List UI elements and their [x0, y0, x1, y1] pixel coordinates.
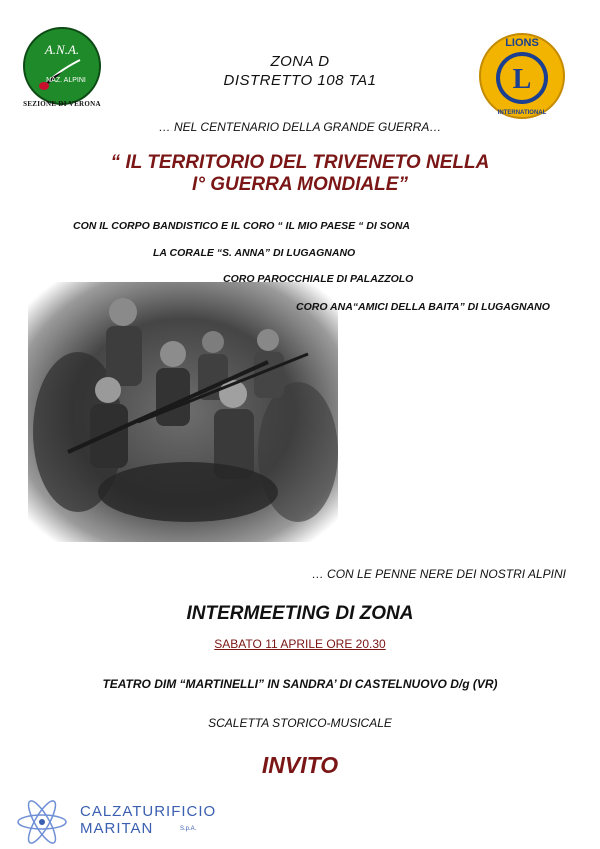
- event-date-text: SABATO 11 APRILE ORE 20.30: [214, 637, 386, 651]
- event-program: SCALETTA STORICO-MUSICALE: [208, 716, 392, 730]
- sponsor-name-line-1: CALZATURIFICIO: [80, 803, 217, 820]
- ana-logo-icon: [22, 26, 102, 106]
- soldiers-photo-icon: [28, 282, 338, 542]
- ana-logo-text-bottom: NAZ. ALPINI: [46, 77, 86, 84]
- penne-nere-line: … CON LE PENNE NERE DEI NOSTRI ALPINI: [311, 567, 566, 581]
- lions-logo-text-bottom: INTERNATIONAL: [497, 110, 547, 116]
- svg-text:L: L: [512, 64, 532, 95]
- sponsor-suffix: S.p.A.: [180, 826, 197, 832]
- ana-logo-text-top: A.N.A.: [44, 42, 80, 57]
- zona-label: ZONA D: [270, 53, 330, 70]
- performer-4: CORO ANA“AMICI DELLA BAITA” DI LUGAGNANO: [296, 301, 550, 313]
- event-date: [0, 637, 600, 651]
- ana-caption: SEZIONE DI VERONA: [23, 100, 101, 108]
- event-title-line-2: I° GUERRA MONDIALE”: [192, 174, 408, 195]
- performer-1: CON IL CORPO BANDISTICO E IL CORO “ IL MIO PAESE “ DI SONA: [73, 220, 411, 232]
- centenario-line: … NEL CENTENARIO DELLA GRANDE GUERRA…: [158, 120, 442, 134]
- lions-logo-icon: [472, 26, 572, 126]
- distretto-label: DISTRETTO 108 TA1: [223, 72, 377, 89]
- performer-3: CORO PAROCCHIALE DI PALAZZOLO: [223, 273, 414, 285]
- invito-heading: INVITO: [261, 752, 339, 778]
- performer-2: LA CORALE “S. ANNA” DI LUGAGNANO: [153, 247, 356, 259]
- atom-logo-icon: [14, 800, 70, 844]
- event-name: INTERMEETING DI ZONA: [186, 603, 414, 624]
- lions-logo-text-top: LIONS: [505, 37, 539, 49]
- event-venue: TEATRO DIM “MARTINELLI” IN SANDRA’ DI CASTELNUOVO D/g (VR): [102, 677, 498, 691]
- event-title-line-1: “ IL TERRITORIO DEL TRIVENETO NELLA: [110, 152, 490, 173]
- sponsor-name-line-2: MARITAN: [80, 820, 154, 837]
